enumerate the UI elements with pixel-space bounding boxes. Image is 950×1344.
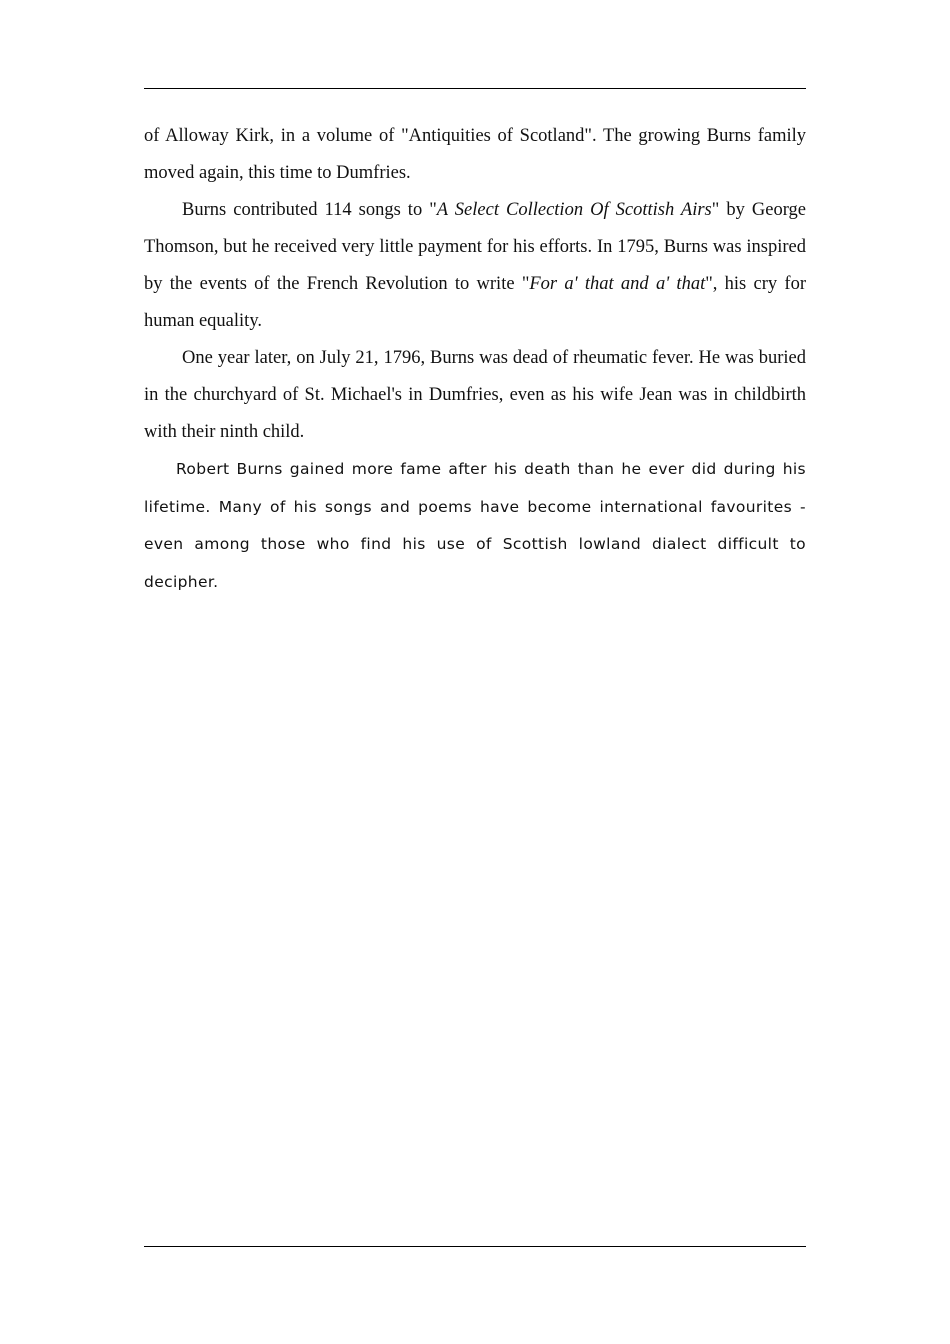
footer-rule (144, 1246, 806, 1247)
paragraph-scottish-airs (144, 192, 806, 340)
paragraph-text-segment: ", his cry for human equality. (144, 274, 806, 331)
header-rule (144, 88, 806, 89)
paragraph-text-segment: Burns contributed 114 songs to " (182, 200, 437, 220)
paragraph-death: One year later, on July 21, 1796, Burns was dead of rheumatic fever. He was buried in the churchyard of St. Michael's in Dumfries, even as his wife Jean was in childbirth with their ninth child. (144, 348, 806, 442)
song-collection-title: A Select Collection Of Scottish Airs (436, 200, 712, 220)
document-body (144, 118, 806, 601)
poem-title: For a' that and a' that (529, 274, 706, 294)
paragraph-text-segment: " by George Thomson, but he received very little payment for his efforts. In 1795, Burns was inspired by the events of the French Revolution to write " (144, 200, 806, 294)
paragraph-legacy: Robert Burns gained more fame after his death than he ever did during his lifetime. Many of his songs and poems have become international favourites - even among those who find his use of Scottish lowland dialect difficult to decipher. (144, 460, 806, 591)
paragraph-alloway-kirk: of Alloway Kirk, in a volume of "Antiquities of Scotland". The growing Burns family moved again, this time to Dumfries. (144, 126, 806, 183)
